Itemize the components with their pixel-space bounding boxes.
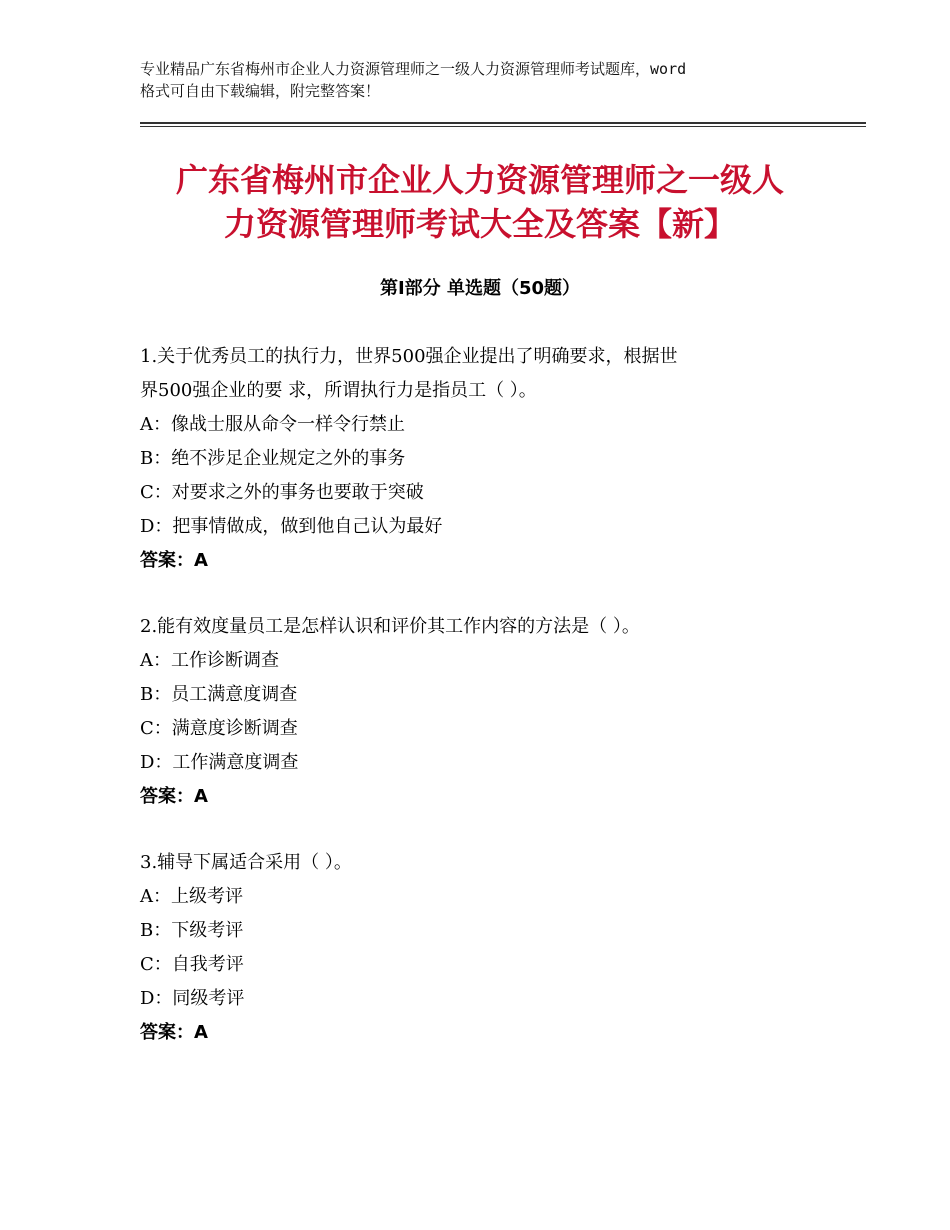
document-title <box>140 158 820 246</box>
question-2 <box>140 610 840 814</box>
header-note-line-1: 专业精品广东省梅州市企业人力资源管理师之一级人力资源管理师考试题库，word <box>140 60 687 78</box>
document-title-line-2: 力资源管理师考试大全及答案【新】 <box>223 205 736 243</box>
question-text-line: 界500强企业的要 求，所谓执行力是指员工（ ）。 <box>140 380 537 401</box>
option-a: A：像战士服从命令一样令行禁止 <box>140 414 405 435</box>
option-d: D：工作满意度调查 <box>140 752 299 773</box>
question-text-line: 1.关于优秀员工的执行力，世界500强企业提出了明确要求，根据世 <box>140 346 678 367</box>
answer: 答案：A <box>140 786 208 807</box>
option-d: D：同级考评 <box>140 988 245 1009</box>
header-note <box>140 58 840 102</box>
question-1 <box>140 340 840 578</box>
option-c: C：满意度诊断调查 <box>140 718 298 739</box>
option-b: B：下级考评 <box>140 920 244 941</box>
option-a: A：上级考评 <box>140 886 243 907</box>
option-a: A：工作诊断调查 <box>140 650 279 671</box>
question-text-line: 2.能有效度量员工是怎样认识和评价其工作内容的方法是（ ）。 <box>140 616 640 637</box>
question-text-line: 3.辅导下属适合采用（ ）。 <box>140 852 352 873</box>
answer: 答案：A <box>140 550 208 571</box>
question-3 <box>140 846 840 1050</box>
header-divider-thin <box>140 126 866 127</box>
header-divider-thick <box>140 122 866 124</box>
option-b: B：绝不涉足企业规定之外的事务 <box>140 448 406 469</box>
answer: 答案：A <box>140 1022 208 1043</box>
option-c: C：自我考评 <box>140 954 244 975</box>
header-note-line-2: 格式可自由下载编辑，附完整答案！ <box>140 82 381 100</box>
option-b: B：员工满意度调查 <box>140 684 298 705</box>
question-list <box>140 340 840 1082</box>
option-d: D：把事情做成，做到他自己认为最好 <box>140 516 443 537</box>
option-c: C：对要求之外的事务也要敢于突破 <box>140 482 424 503</box>
document-title-line-1: 广东省梅州市企业人力资源管理师之一级人 <box>175 161 784 199</box>
section-heading: 第Ⅰ部分 单选题（50题） <box>379 278 580 299</box>
